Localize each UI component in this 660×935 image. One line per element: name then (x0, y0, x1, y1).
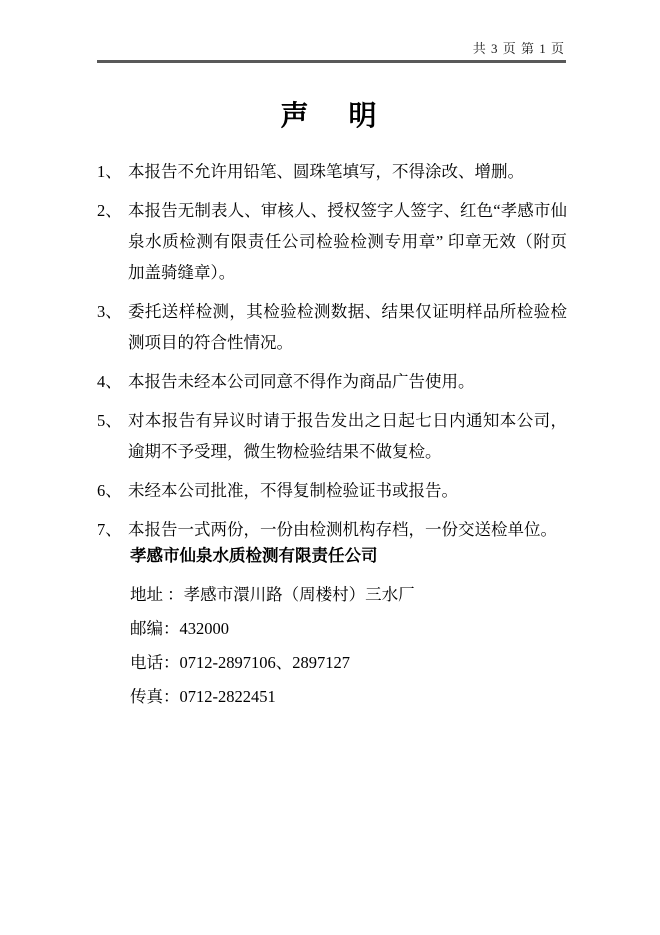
header-rule (97, 60, 566, 63)
zipcode-value: 432000 (179, 619, 229, 638)
phone-value: 0712-2897106、2897127 (179, 653, 350, 672)
statement-items (97, 156, 567, 553)
statement-item (97, 405, 567, 467)
page-title: 声 明 (280, 101, 383, 132)
address-label: 地址 ： (130, 585, 184, 604)
zipcode-label: 邮编： (130, 619, 180, 638)
contact-line-zipcode (130, 618, 566, 639)
item-number: 6、 (97, 481, 122, 500)
statement-item (97, 514, 567, 545)
item-text: 对本报告有异议时请于报告发出之日起七日内通知本公司，逾期不予受理，微生物检验结果不做复检。 (128, 411, 567, 461)
item-number: 3、 (97, 302, 122, 321)
item-number: 4、 (97, 372, 122, 391)
statement-item (97, 195, 567, 288)
item-text: 委托送样检测，其检验检测数据、结果仅证明样品所检验检测项目的符合性情况。 (128, 302, 567, 352)
page-number-info: 共 3 页 第 1 页 (472, 41, 565, 56)
item-text: 本报告未经本公司同意不得作为商品广告使用。 (128, 372, 475, 391)
company-name: 孝感市仙泉水质检测有限责任公司 (130, 547, 378, 565)
item-text: 本报告一式两份，一份由检测机构存档，一份交送检单位。 (128, 520, 557, 539)
company-info-block (130, 546, 566, 720)
item-number: 5、 (97, 411, 122, 430)
statement-item (97, 156, 567, 187)
statement-item (97, 366, 567, 397)
contact-line-fax (130, 686, 566, 707)
item-text: 本报告无制表人、审核人、授权签字人签字、红色“孝感市仙泉水质检测有限责任公司检验检测专用章” 印章无效（附页加盖骑缝章）。 (128, 201, 567, 282)
item-number: 7、 (97, 520, 122, 539)
contact-line-phone (130, 652, 566, 673)
item-number: 2、 (97, 201, 122, 220)
fax-label: 传真： (130, 687, 180, 706)
phone-label: 电话： (130, 653, 180, 672)
item-text: 未经本公司批准，不得复制检验证书或报告。 (128, 481, 458, 500)
fax-value: 0712-2822451 (179, 687, 276, 706)
statement-item (97, 475, 567, 506)
contact-line-address (130, 584, 566, 605)
address-value: 孝感市澴川路（周楼村）三水厂 (183, 585, 415, 604)
item-text: 本报告不允许用铅笔、圆珠笔填写，不得涂改、增删。 (128, 162, 524, 181)
statement-item (97, 296, 567, 358)
item-number: 1、 (97, 162, 122, 181)
